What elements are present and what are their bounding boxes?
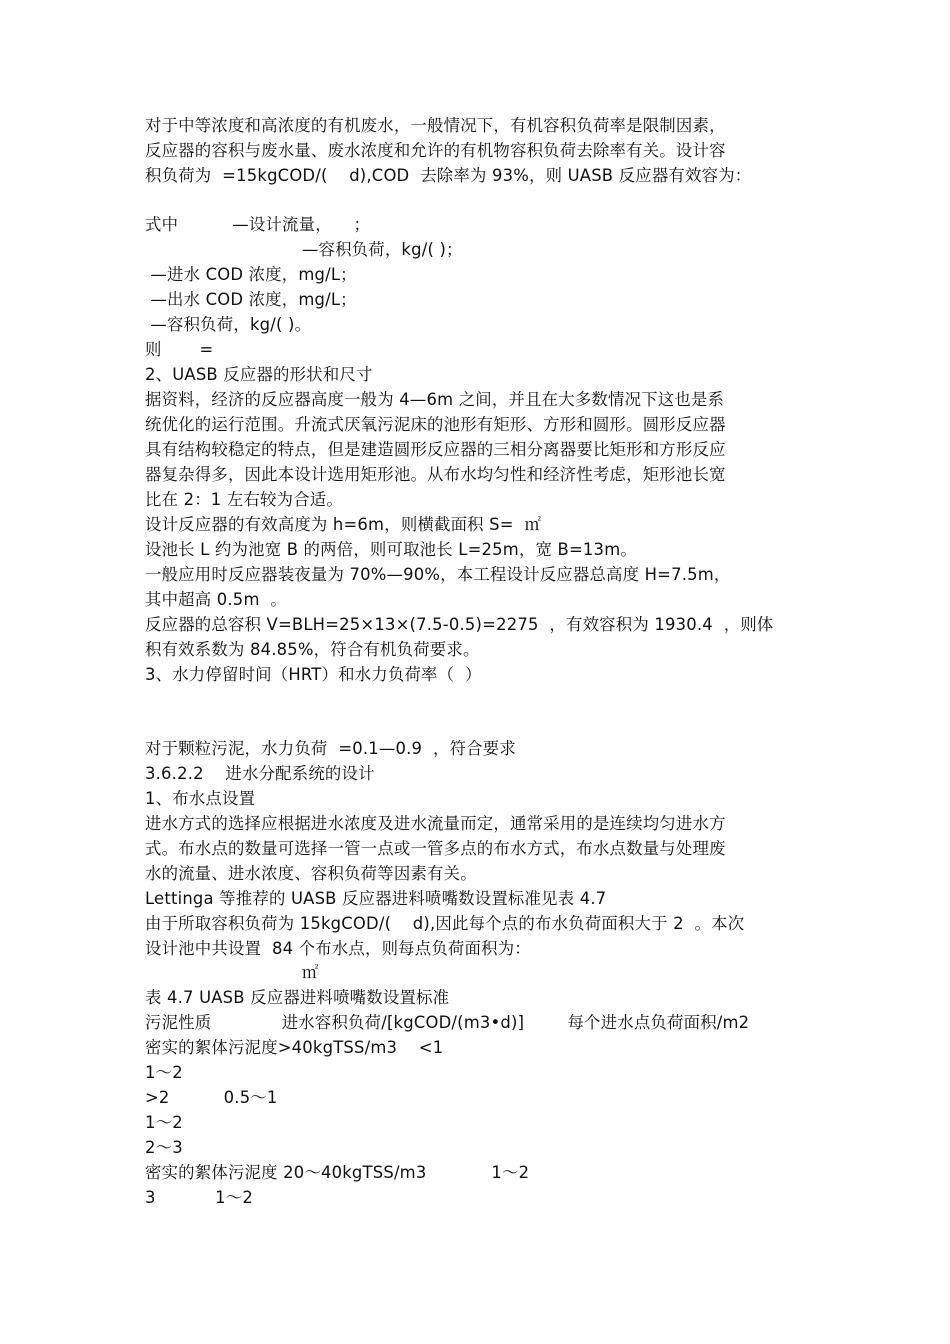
table-row: 2～3 [145, 1138, 183, 1157]
table-row: 密实的絮体污泥度 20～40kgTSS/m3 1～2 [145, 1163, 530, 1182]
text-line: 其中超高 0.5m 。 [145, 590, 288, 609]
text-line: 积负荷为 =15kgCOD/( d),COD 去除率为 93%，则 UASB 反应器有效容为： [145, 166, 752, 185]
text-line: Lettinga 等推荐的 UASB 反应器进料喷嘴数设置标准见表 4.7 [145, 889, 607, 908]
text-line: 对于中等浓度和高浓度的有机废水，一般情况下，有机容积负荷率是限制因素， [145, 116, 726, 135]
text-line: 比在 2：1 左右较为合适。 [145, 490, 343, 509]
text-line: —容积负荷，kg/( )。 [145, 315, 312, 334]
table-row: 密实的絮体污泥度>40kgTSS/m3 <1 [145, 1038, 444, 1057]
text-line: 据资料，经济的反应器高度一般为 4—6m 之间，并且在大多数情况下这也是系 [145, 390, 725, 409]
text-line: 式。布水点的数量可选择一管一点或一管多点的布水方式，布水点数量与处理废 [145, 839, 726, 858]
text-line: 统优化的运行范围。升流式厌氧污泥床的池形有矩形、方形和圆形。圆形反应器 [145, 415, 726, 434]
table-caption: 表 4.7 UASB 反应器进料喷嘴数设置标准 [145, 988, 450, 1007]
text-line: —进水 COD 浓度，mg/L； [145, 265, 357, 284]
table-header: 污泥性质 进水容积负荷/[kgCOD/(m3•d)] 每个进水点负荷面积/m2 [145, 1013, 750, 1032]
text-line: 器复杂得多，因此本设计选用矩形池。从布水均匀性和经济性考虑，矩形池长宽 [145, 465, 726, 484]
text-line: 对于颗粒污泥，水力负荷 =0.1—0.9 ，符合要求 [145, 739, 516, 758]
table-row: >2 0.5～1 [145, 1088, 278, 1107]
text-line: 积有效系数为 84.85%，符合有机负荷要求。 [145, 640, 480, 659]
text-line: ㎡ [145, 963, 319, 982]
text-line: 具有结构较稳定的特点，但是建造圆形反应器的三相分离器要比矩形和方形反应 [145, 440, 726, 459]
text-line: 一般应用时反应器装夜量为 70%—90%，本工程设计反应器总高度 H=7.5m， [145, 565, 731, 584]
text-line: 式中 —设计流量， ； [145, 215, 371, 234]
text-line: 反应器的总容积 V=BLH=25×13×(7.5-0.5)=2275 ，有效容积为 1930.4 ，则体 [145, 615, 774, 634]
text-line: 进水方式的选择应根据进水浓度及进水流量而定，通常采用的是连续均匀进水方 [145, 814, 726, 833]
text-line: 水的流量、进水浓度、容积负荷等因素有关。 [145, 864, 477, 883]
table-row: 1～2 [145, 1113, 183, 1132]
section-heading: 3.6.2.2 进水分配系统的设计 [145, 764, 375, 783]
text-line: 由于所取容积负荷为 15kgCOD/( d),因此每个点的布水负荷面积大于 2 。本次 [145, 914, 745, 933]
table-row: 3 1～2 [145, 1188, 253, 1207]
text-line: 则 = [145, 340, 214, 359]
section-heading: 1、布水点设置 [145, 789, 256, 808]
text-line: —容积负荷，kg/( )； [145, 240, 463, 259]
text-line: 反应器的容积与废水量、废水浓度和允许的有机物容积负荷去除率有关。设计容 [145, 141, 726, 160]
text-line: 设计池中共设置 84 个布水点，则每点负荷面积为： [145, 939, 531, 958]
section-heading: 3、水力停留时间（HRT）和水力负荷率（ ） [145, 665, 482, 684]
section-heading: 2、UASB 反应器的形状和尺寸 [145, 365, 373, 384]
text-line: —出水 COD 浓度，mg/L； [145, 290, 357, 309]
table-row: 1～2 [145, 1063, 183, 1082]
text-line: 设计反应器的有效高度为 h=6m，则横截面积 S= ㎡ [145, 515, 542, 534]
text-line: 设池长 L 约为池宽 B 的两倍，则可取池长 L=25m，宽 B=13m。 [145, 540, 637, 559]
